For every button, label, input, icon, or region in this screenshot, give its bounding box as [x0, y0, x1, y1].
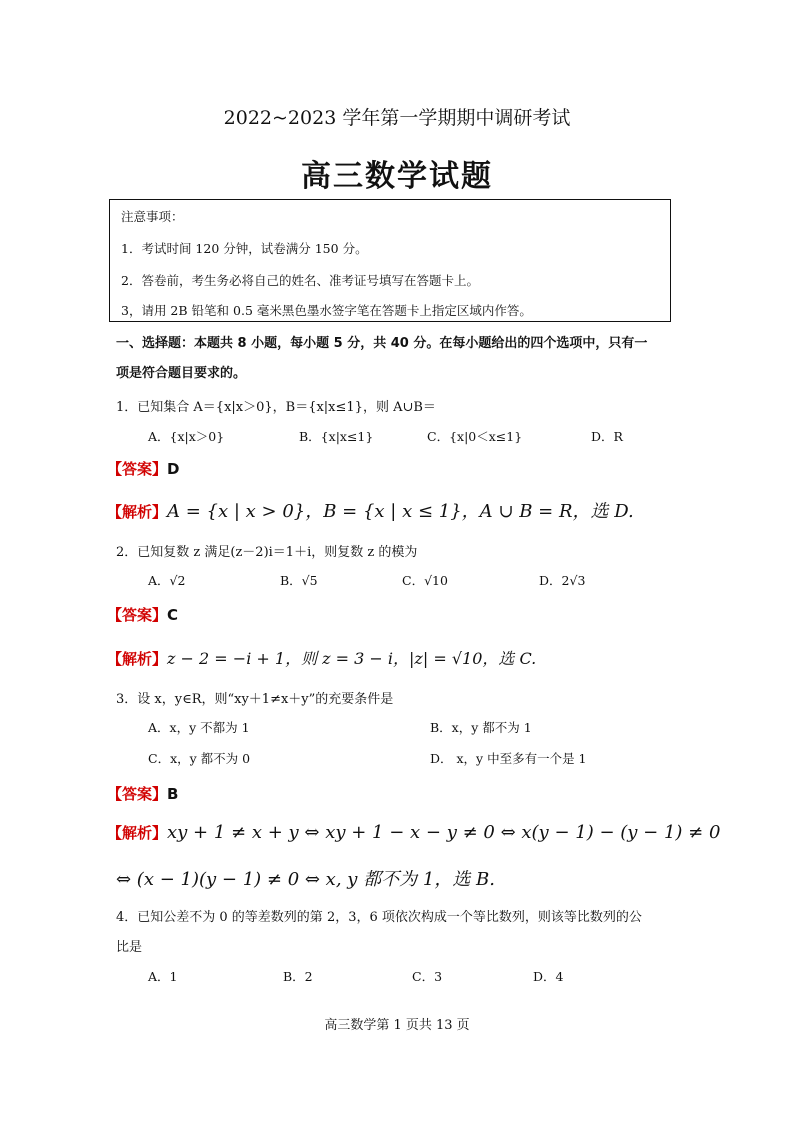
question-3-option-b: B．x，y 都不为 1: [430, 720, 532, 735]
question-1-stem: 1．已知集合 A＝{x|x＞0}，B＝{x|x≤1}，则 A∪B＝: [116, 400, 436, 415]
analysis-text: z − 2 = −i + 1，则 z = 3 − i，|z| = √10，选 C.: [167, 649, 537, 668]
question-2-option-c: C．√10: [402, 573, 448, 588]
question-1-option-d: D．R: [591, 429, 623, 444]
question-4-option-b: B．2: [283, 969, 313, 984]
question-3-stem: 3．设 x，y∈R，则“xy＋1≠x＋y”的充要条件是: [116, 692, 394, 707]
notice-item: 2．答卷前，考生务必将自己的姓名、准考证号填写在答题卡上。: [121, 273, 479, 288]
exam-title: 2022~2023 学年第一学期期中调研考试: [223, 107, 571, 129]
question-3-option-d: D． x，y 中至多有一个是 1: [430, 751, 587, 766]
notice-item: 1．考试时间 120 分钟，试卷满分 150 分。: [121, 241, 368, 256]
paper-title: 高三数学试题: [301, 159, 493, 194]
question-2-option-a: A．√2: [148, 573, 186, 588]
question-1-analysis: [107, 497, 634, 523]
question-1-answer: [107, 458, 179, 479]
question-3-analysis-line2: [116, 865, 495, 891]
question-3-option-c: C．x，y 都不为 0: [148, 751, 251, 766]
question-3-answer: [107, 783, 178, 804]
question-1-option-c: C．{x|0＜x≤1}: [427, 429, 523, 444]
analysis-tag: 【解析】: [107, 650, 168, 668]
answer-tag: 【答案】: [107, 606, 168, 624]
question-2-stem: 2．已知复数 z 满足(z－2)i＝1＋i，则复数 z 的模为: [116, 545, 418, 560]
answer-tag: 【答案】: [107, 460, 168, 478]
analysis-text: ⇔ (x − 1)(y − 1) ≠ 0 ⇔ x, y 都不为 1，选 B.: [116, 869, 496, 890]
notice-heading: 注意事项：: [121, 209, 184, 224]
question-1-option-b: B．{x|x≤1}: [299, 429, 374, 444]
answer-value: B: [167, 785, 179, 803]
question-3-option-a: A．x，y 不都为 1: [148, 720, 250, 735]
question-4-stem-line1: 4．已知公差不为 0 的等差数列的第 2，3，6 项依次构成一个等比数列，则该等比数列的公: [116, 910, 642, 925]
question-3-analysis-line1: [107, 822, 720, 843]
question-2-option-d: D．2√3: [539, 573, 586, 588]
answer-value: C: [167, 606, 179, 624]
question-2-option-b: B．√5: [280, 573, 318, 588]
question-4-stem-line2: 比是: [116, 940, 143, 955]
answer-value: D: [167, 460, 180, 478]
analysis-tag: 【解析】: [107, 503, 168, 521]
question-4-option-c: C．3: [412, 969, 443, 984]
notice-item: 3，请用 2B 铅笔和 0.5 毫米黑色墨水签字笔在答题卡上指定区域内作答。: [121, 303, 532, 318]
section-heading-line2: 项是符合题目要求的。: [116, 366, 247, 381]
question-2-answer: [107, 604, 178, 625]
answer-tag: 【答案】: [107, 785, 168, 803]
section-heading-line1: 一、选择题：本题共 8 小题，每小题 5 分，共 40 分。在每小题给出的四个选项中，只有一: [116, 336, 648, 351]
analysis-text: A = {x | x > 0}，B = {x | x ≤ 1}，A ∪ B = R，选 D.: [167, 501, 634, 522]
question-1-option-a: A．{x|x＞0}: [148, 429, 225, 444]
analysis-tag: 【解析】: [107, 824, 168, 842]
notice-box: [109, 199, 671, 322]
question-4-option-a: A．1: [148, 969, 178, 984]
question-2-analysis: [107, 646, 536, 669]
question-4-option-d: D．4: [533, 969, 564, 984]
page-footer: 高三数学第 1 页共 13 页: [324, 1018, 470, 1033]
analysis-text: xy + 1 ≠ x + y ⇔ xy + 1 − x − y ≠ 0 ⇔ x(y − 1) − (y − 1) ≠ 0: [167, 822, 721, 843]
